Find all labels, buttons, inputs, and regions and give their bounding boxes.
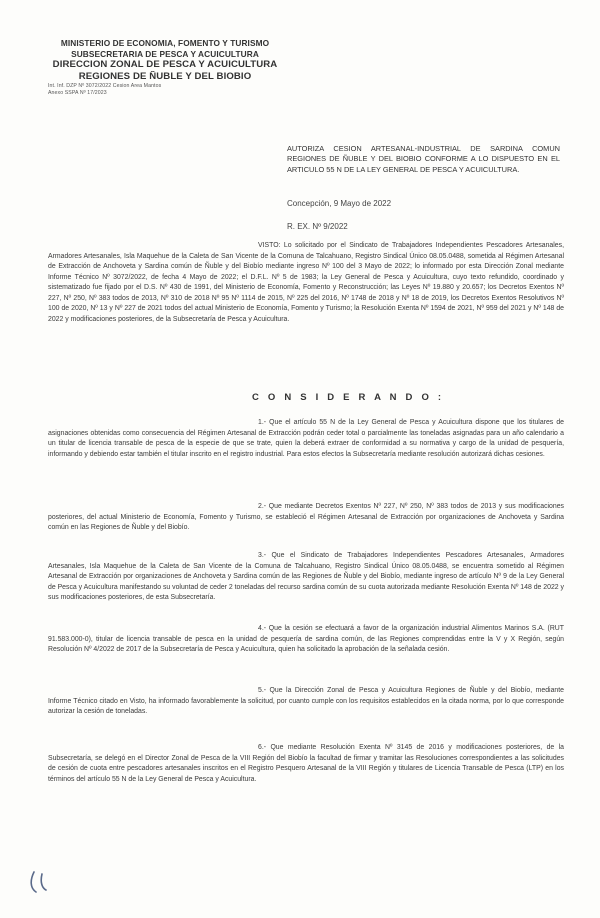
paragraph-text: 2.- Que mediante Decretos Exentos Nº 227, Nº 250, Nº 383 todos de 2013 y sus modificaciones posteriores, del actual Ministerio de Economía, Fomento y Turismo, se estableció el Régimen Artesanal de Extracción por organizaciones de Anchoveta y Sardina común en las Regiones de Ñuble y del Biobío. [48, 503, 564, 531]
considerando-heading: C O N S I D E R A N D O : [252, 392, 445, 403]
zonal-direction-name: DIRECCION ZONAL DE PESCA Y ACUICULTURA [52, 59, 278, 71]
letterhead [40, 38, 290, 97]
paragraph-text: 4.- Que la cesión se efectuará a favor de la organización industrial Alimentos Marinos S.A. (RUT 91.583.000-0), titular de licencia transable de pesca en la unidad de pesquería de sardina común, de las Regiones comprendidas entre la V y X Región, según Resolución Nº 4/2022 de 2017 de la Subsecretaría de Pesca y Acuicultura, quien ha solicitado la aprobación de la señalada cesión. [48, 625, 564, 653]
resolution-number: R. EX. Nº 9/2022 [287, 222, 348, 231]
handwritten-initial-mark [20, 866, 60, 898]
considerando-paragraph-1 [48, 418, 564, 460]
place-date: Concepción, 9 Mayo de 2022 [287, 199, 392, 208]
paragraph-text: 1.- Que el artículo 55 N de la Ley General de Pesca y Acuicultura dispone que los titulares de asignaciones obtenidas como consecuencia del Régimen Artesanal de Extracción podrán ceder total o parcialmente las toneladas asignadas para un año calendario a un titular de licencia transable de pesca de la especie de que se trate, quien la deberá extraer de conformidad a su normativa y cargo de la unidad de pesquería, informando y debiendo estar también el titular inscrito en el registro industrial. Para estos efectos la Subsecretaría mediante resolución autorizará dichas cesiones. [48, 419, 564, 458]
internal-reference: Int. Inf. DZP Nº 3072/2022 Cesion Area Mantos [48, 83, 162, 90]
paragraph-text: 6.- Que mediante Resolución Exenta Nº 3145 de 2016 y modificaciones posteriores, de la Subsecretaría, se delegó en el Director Zonal de Pesca de la VIII Región del Biobío la facultad de firmar y tramitar las Resoluciones correspondientes a las solicitudes de cesión de cuota entre pescadores artesanales inscritos en el Registro Pesquero Artesanal de la VIII Región y titulares de Licencia Transable de Pesca (LTP) en los términos del artículo 55 N de la Ley General de Pesca y Acuicultura. [48, 744, 564, 783]
resolution-title: AUTORIZA CESION ARTESANAL-INDUSTRIAL DE SARDINA COMUN REGIONES DE ÑUBLE Y DEL BIOBIO CONFORME A LO DISPUESTO EN EL ARTICULO 55 N DE LA LEY GENERAL DE PESCA Y ACUICULTURA. [287, 144, 560, 174]
paragraph-text: 5.- Que la Dirección Zonal de Pesca y Acuicultura Regiones de Ñuble y del Biobío, mediante Informe Técnico citado en Visto, ha informado favorablemente la solicitud, por cuanto cumple con los requisitos establecidos en la citada norma, por lo que corresponde autorizar la cesión de toneladas. [48, 687, 564, 715]
visto-text: VISTO: Lo solicitado por el Sindicato de Trabajadores Independientes Pescadores Artesanales, Armadores Artesanales, Isla Maquehue de la Caleta de San Vicente de la Comuna de Talcahuano, Registro Sindical Único 08.05.0488, sometida al Régimen Artesanal de Extracción de Anchoveta y Sardina común de Ñuble y del Biobío mediante ingreso Nº 100 del 3 Mayo de 2022; lo informado por esta Dirección Zonal mediante Informe Técnico Nº 3072/2022, de fecha 4 Mayo de 2022; el D.F.L. Nº 5 de 1983; la Ley General de Pesca y Acuicultura, cuyo texto refundido, coordinado y sistematizado fue fijado por el D.S. Nº 430 de 1991, del Ministerio de Economía, Fomento y Reconstrucción; las Leyes Nº 19.880 y 20.657; los Decretos Exentos Nº 227, Nº 250, Nº 383 todos de 2013, Nº 310 de 2018 Nº 95 Nº 1114 de 2015, Nº 225 del 2016, Nº 1748 de 2018 y Nº 18 de 2019, los Decretos Exentos Resolutivos Nº 100 de 2020, Nº 13 y Nº 227 de 2021 todos del actual Ministerio de Economía, Fomento y Turismo; la Resolución Exenta Nº 1594 de 2021, Nº 959 del 2021 y Nº 148 de 2022 y modificaciones posteriores, de la Subsecretaría de Pesca y Acuicultura. [48, 242, 564, 323]
visto-paragraph [48, 241, 564, 325]
subsecretariat-name: SUBSECRETARIA DE PESCA Y ACUICULTURA [71, 48, 259, 59]
ministry-name: MINISTERIO DE ECONOMIA, FOMENTO Y TURISMO [60, 38, 270, 48]
considerando-paragraph-2 [48, 502, 564, 534]
annex-reference: Anexo SSPA Nº 17/2023 [48, 90, 107, 97]
considerando-paragraph-4 [48, 624, 564, 656]
regions-name: REGIONES DE ÑUBLE Y DEL BIOBIO [78, 71, 252, 83]
considerando-paragraph-6 [48, 743, 564, 785]
considerando-paragraph-3 [48, 551, 564, 604]
considerando-paragraph-5 [48, 686, 564, 718]
paragraph-text: 3.- Que el Sindicato de Trabajadores Independientes Pescadores Artesanales, Armadores Artesanales, Isla Maquehue de la Caleta de San Vicente de la Comuna de Talcahuano, Registro Sindical Único 08.05.0488, se encuentra sometido al Régimen Artesanal de Extracción por organizaciones de Anchoveta y Sardina común de las Regiones de Ñuble y del Biobío, mediante ingreso de artículo Nº 9 de la Ley General de Pesca y Acuicultura manifestando su voluntad de ceder 2 toneladas del recurso sardina común de su cuota autorizada mediante Resolución Exenta Nº 148 de 2022 y sus modificaciones posteriores, de esta Subsecretaría. [48, 552, 564, 601]
